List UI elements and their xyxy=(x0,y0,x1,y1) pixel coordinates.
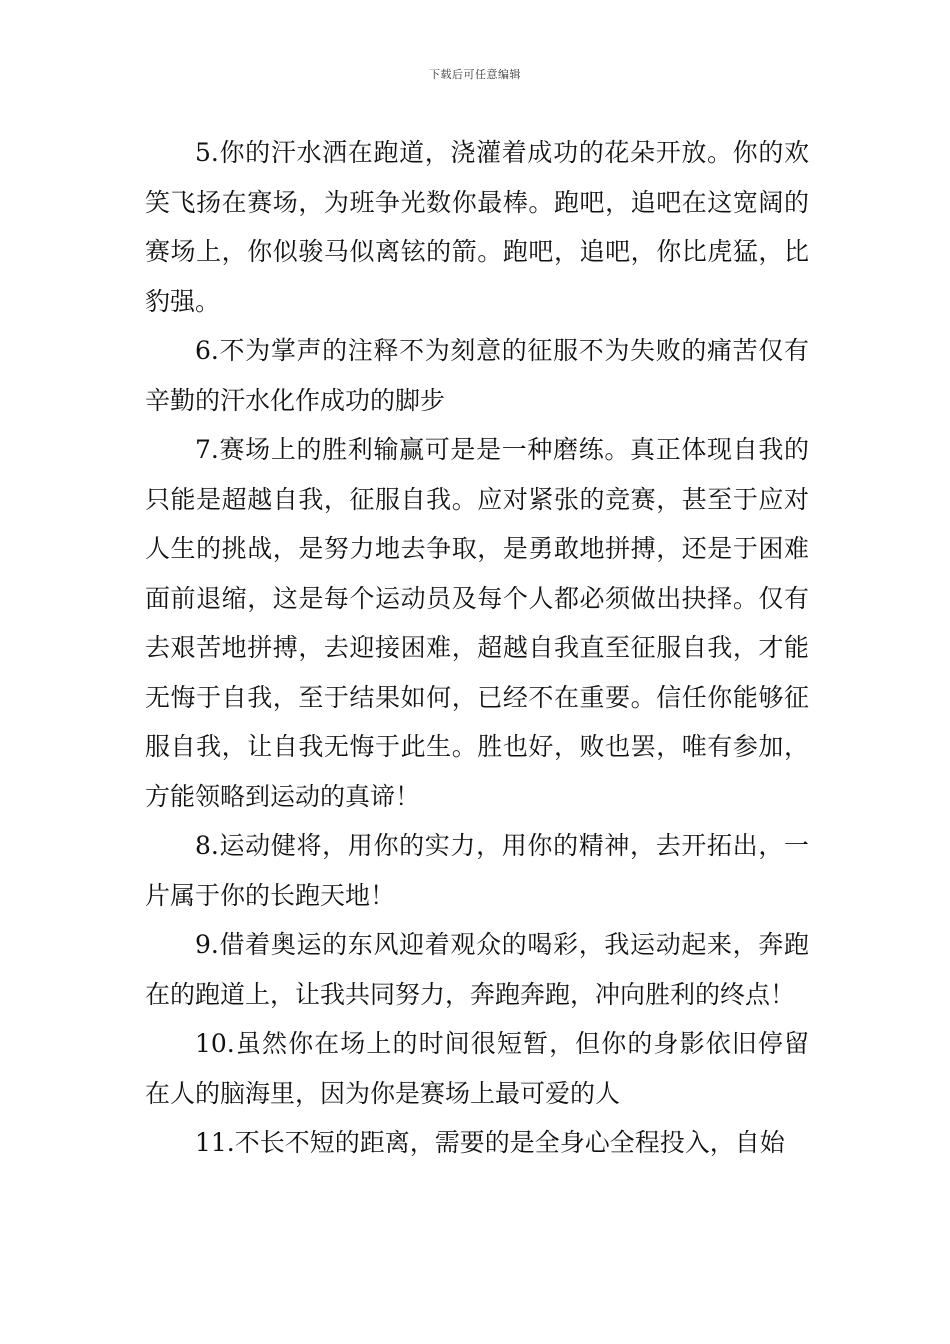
paragraph-7: 7.赛场上的胜利输赢可是是一种磨练。真正体现自我的只能是超越自我，征服自我。应对紧张的竞赛，甚至于应对人生的挑战，是努力地去争取，是勇敢地拼搏，还是于困难面前退缩，这是每个运动员及每个人都必须做出抉择。仅有去艰苦地拼搏，去迎接困难，超越自我直至征服自我，才能无悔于自我，至于结果如何，已经不在重要。信任你能够征服自我，让自我无悔于此生。胜也好，败也罢，唯有参加，方能领略到运动的真谛！ xyxy=(145,435,809,811)
paragraph-11: 11.不长不短的距离，需要的是全身心全程投入，自始 xyxy=(195,1128,785,1157)
paragraph-9: 9.借着奥运的东风迎着观众的喝彩，我运动起来，奔跑在的跑道上，让我共同努力，奔跑奔跑，冲向胜利的终点！ xyxy=(145,930,809,1009)
paragraph-8: 8.运动健将，用你的实力，用你的精神，去开拓出，一片属于你的长跑天地！ xyxy=(145,831,809,910)
paragraph-6: 6.不为掌声的注释不为刻意的征服不为失败的痛苦仅有辛勤的汗水化作成功的脚步 xyxy=(145,336,809,415)
header-note: 下载后可任意编辑 xyxy=(429,68,521,81)
document-body xyxy=(145,128,809,1168)
paragraph-5: 5.你的汗水洒在跑道，浇灌着成功的花朵开放。你的欢笑飞扬在赛场，为班争光数你最棒。跑吧，追吧在这宽阔的赛场上，你似骏马似离铉的箭。跑吧，追吧，你比虎猛，比豹强。 xyxy=(145,138,809,316)
paragraph-10: 10.虽然你在场上的时间很短暂，但你的身影依旧停留在人的脑海里，因为你是赛场上最可爱的人 xyxy=(145,1029,809,1108)
